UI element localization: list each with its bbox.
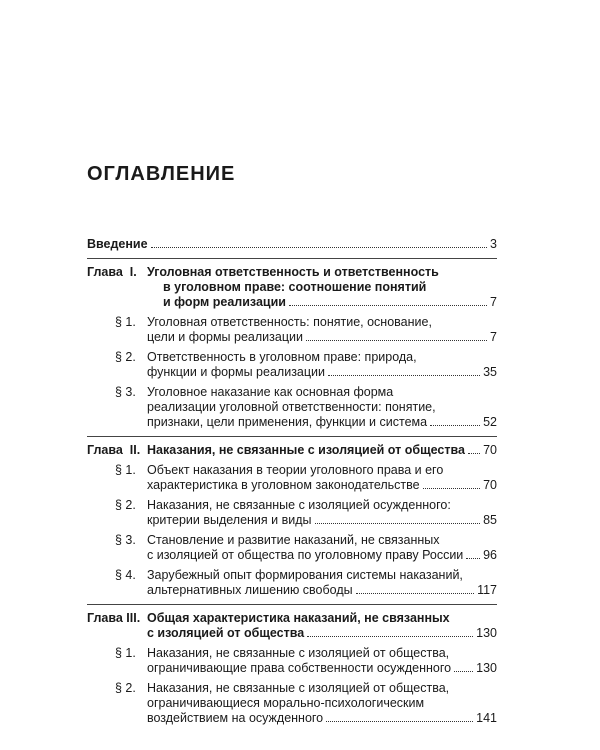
section-title-line: Наказания, не связанные с изоляцией от общества, xyxy=(147,646,450,660)
page-number: 85 xyxy=(483,513,497,527)
toc-entry-section-2-4[interactable] xyxy=(87,568,497,598)
chapter-label: Глава I. xyxy=(87,265,137,279)
toc-intro-title: Введение xyxy=(87,237,148,251)
toc-entry-section-3-1[interactable] xyxy=(87,646,497,676)
section-title-line: Ответственность в уголовном праве: природа, xyxy=(147,350,417,364)
dot-leader xyxy=(430,415,480,426)
section-title-line: Зарубежный опыт формирования системы наказаний, xyxy=(147,568,463,582)
section-title-line: альтернативных лишению свободы xyxy=(147,583,353,597)
dot-leader xyxy=(423,478,480,489)
toc-entry-section-1-1[interactable] xyxy=(87,315,497,345)
chapter-title-line: с изоляцией от общества xyxy=(147,626,305,640)
section-title-line: признаки, цели применения, функции и система xyxy=(147,415,428,429)
section-title-line: Наказания, не связанные с изоляцией от общества, xyxy=(147,681,450,695)
page-number: 70 xyxy=(483,443,497,457)
section-label: § 4. xyxy=(115,568,136,582)
page-number: 117 xyxy=(477,583,497,597)
chapter-title-line: Наказания, не связанные с изоляцией от общества xyxy=(147,443,465,457)
dot-leader xyxy=(328,365,480,376)
page-title: ОГЛАВЛЕНИЕ xyxy=(87,163,236,185)
chapter-title-line: в уголовном праве: соотношение понятий xyxy=(163,280,427,294)
chapter-title-line: Общая характеристика наказаний, не связанных xyxy=(147,611,450,625)
section-title-line: функции и формы реализации xyxy=(147,365,325,379)
toc-entry-chapter-1[interactable] xyxy=(87,265,497,310)
toc-entry-section-1-3[interactable] xyxy=(87,385,497,430)
section-label: § 2. xyxy=(115,681,136,695)
section-label: § 1. xyxy=(115,463,136,477)
chapter-title-line: и форм реализации xyxy=(163,295,286,309)
section-title-line: цели и формы реализации xyxy=(147,330,303,344)
dot-leader xyxy=(454,661,473,672)
page-number: 7 xyxy=(490,295,497,309)
chapter-label: Глава III. xyxy=(87,611,141,625)
chapter-label: Глава II. xyxy=(87,443,141,457)
dot-leader xyxy=(468,443,480,454)
page-number: 35 xyxy=(483,365,497,379)
section-label: § 2. xyxy=(115,350,136,364)
dot-leader xyxy=(307,626,473,637)
page-number: 70 xyxy=(483,478,497,492)
section-title-line: Уголовное наказание как основная форма xyxy=(147,385,394,399)
toc-entry-section-2-1[interactable] xyxy=(87,463,497,493)
page-number: 3 xyxy=(490,237,497,251)
page-number: 130 xyxy=(476,661,497,675)
toc-entry-section-1-2[interactable] xyxy=(87,350,497,380)
toc-entry-intro[interactable] xyxy=(87,237,497,252)
section-title-line: характеристика в уголовном законодательстве xyxy=(147,478,420,492)
dot-leader xyxy=(315,513,481,524)
toc-entry-section-3-2[interactable] xyxy=(87,681,497,726)
toc-entry-chapter-2[interactable] xyxy=(87,443,497,458)
dot-leader xyxy=(151,237,487,248)
section-title-line: с изоляцией от общества по уголовному праву России xyxy=(147,548,464,562)
divider xyxy=(87,258,497,259)
section-title-line: Объект наказания в теории уголовного права и его xyxy=(147,463,444,477)
section-title-line: воздействием на осужденного xyxy=(147,711,324,725)
section-label: § 3. xyxy=(115,385,136,399)
toc-entry-section-2-2[interactable] xyxy=(87,498,497,528)
page-number: 7 xyxy=(490,330,497,344)
dot-leader xyxy=(356,583,474,594)
page-number: 130 xyxy=(476,626,497,640)
toc-entry-section-2-3[interactable] xyxy=(87,533,497,563)
section-title-line: ограничивающиеся морально-психологическим xyxy=(147,696,425,710)
page-number: 52 xyxy=(483,415,497,429)
section-label: § 1. xyxy=(115,646,136,660)
section-title-line: Наказания, не связанные с изоляцией осужденного: xyxy=(147,498,451,512)
toc-entry-chapter-3[interactable] xyxy=(87,611,497,641)
dot-leader xyxy=(306,330,487,341)
section-title-line: реализации уголовной ответственности: понятие, xyxy=(147,400,436,414)
section-title-line: ограничивающие права собственности осужденного xyxy=(147,661,452,675)
section-title-line: Становление и развитие наказаний, не связанных xyxy=(147,533,440,547)
page-number: 96 xyxy=(483,548,497,562)
dot-leader xyxy=(326,711,473,722)
section-label: § 2. xyxy=(115,498,136,512)
section-label: § 3. xyxy=(115,533,136,547)
section-title-line: критерии выделения и виды xyxy=(147,513,312,527)
divider xyxy=(87,436,497,437)
divider xyxy=(87,604,497,605)
page-number: 141 xyxy=(476,711,497,725)
chapter-title-line: Уголовная ответственность и ответственность xyxy=(147,265,439,279)
table-of-contents xyxy=(87,237,497,726)
section-title-line: Уголовная ответственность: понятие, основание, xyxy=(147,315,432,329)
dot-leader xyxy=(289,295,487,306)
dot-leader xyxy=(466,548,480,559)
section-label: § 1. xyxy=(115,315,136,329)
